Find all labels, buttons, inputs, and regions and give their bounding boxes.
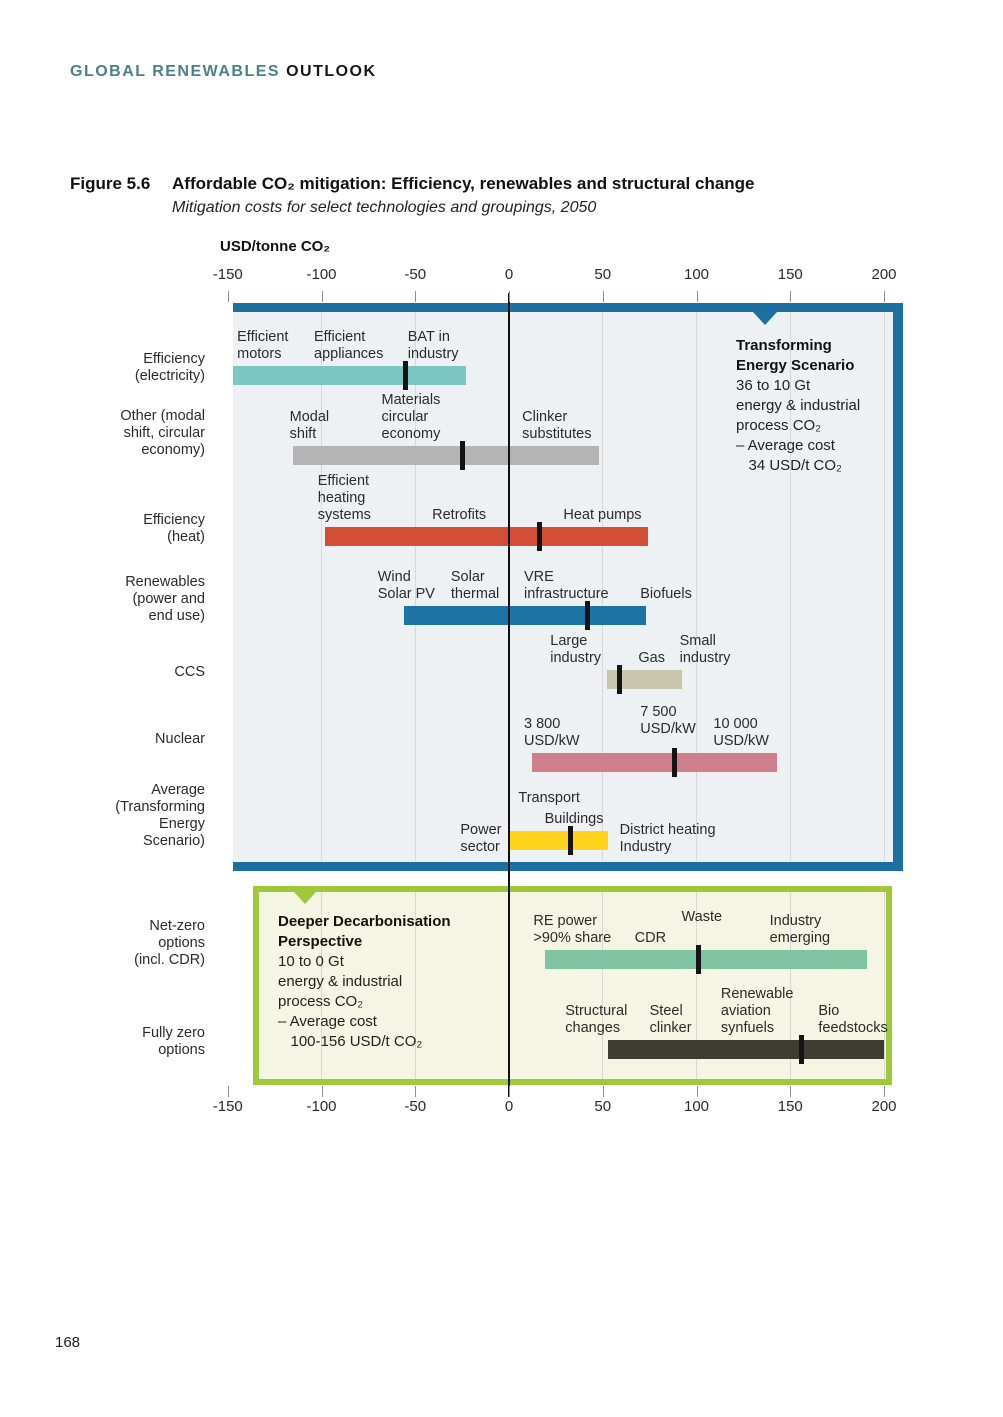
bar-label: Efficient motors xyxy=(237,329,289,362)
row-label: Nuclear xyxy=(155,731,205,747)
axis-tick xyxy=(415,291,416,302)
range-bar xyxy=(404,606,646,625)
range-bar xyxy=(325,527,648,546)
bar-label: Renewable aviation synfuels xyxy=(720,986,794,1036)
axis-tick-label: 200 xyxy=(871,266,897,283)
bar-label: 3 800 USD/kW xyxy=(524,716,580,749)
axis-tick-label: 100 xyxy=(683,1098,710,1115)
axis-tick-label: -150 xyxy=(212,1098,243,1115)
axis-tick xyxy=(415,1086,416,1097)
zero-line xyxy=(508,293,510,1097)
annotation-deeper-decarbonisation-perspective: Deeper Decarbonisation Perspective 10 to 0 Gt energy & industrial process CO₂ – Average cost 100-156 USD/t CO₂ xyxy=(278,913,451,1050)
bar-label: Wind Solar PV xyxy=(377,569,435,602)
bar-label: Steel clinker xyxy=(649,1003,692,1036)
bar-label: Transport xyxy=(518,790,580,806)
bar-label: Power sector xyxy=(460,821,502,855)
axis-tick xyxy=(697,1086,698,1097)
axis-tick xyxy=(509,291,510,302)
bar-label: Retrofits xyxy=(432,507,487,523)
axis-tick xyxy=(322,1086,323,1097)
axis-tick-label: 150 xyxy=(777,266,803,283)
axis-tick xyxy=(603,1086,604,1097)
axis-tick-label: 0 xyxy=(504,1098,514,1115)
gridline xyxy=(696,312,697,861)
bar-label: Materials circular economy xyxy=(381,392,441,442)
bar-label: District heating Industry xyxy=(619,821,716,855)
bar-average-marker xyxy=(537,522,542,551)
bar-label: Modal shift xyxy=(289,409,330,442)
axis-tick xyxy=(228,291,229,302)
bar-label: 7 500 USD/kW xyxy=(640,704,696,737)
annotation-transforming-energy-scenario: Transforming Energy Scenario 36 to 10 Gt energy & industrial process CO₂ – Average cost 34 USD/t CO₂ xyxy=(736,337,861,474)
row-label: CCS xyxy=(174,664,205,680)
axis-unit-label: USD/tonne CO₂ xyxy=(220,238,330,255)
axis-tick xyxy=(884,291,885,302)
figure-title: Affordable CO₂ mitigation: Efficiency, renewables and structural change xyxy=(172,174,755,193)
axis-tick-label: 100 xyxy=(683,266,710,283)
bar-label: RE power >90% share xyxy=(533,913,612,946)
bar-average-marker xyxy=(460,441,465,470)
axis-tick xyxy=(509,1086,510,1097)
range-bar xyxy=(608,1040,884,1059)
bar-label: Industry emerging xyxy=(769,913,831,946)
row-label: Fully zero options xyxy=(142,1025,205,1058)
axis-tick-label: 50 xyxy=(594,266,612,283)
figure-number: Figure 5.6 xyxy=(70,174,151,193)
scenario-pointer-icon xyxy=(753,312,777,325)
bar-label: Clinker substitutes xyxy=(522,409,592,442)
figure-subtitle: Mitigation costs for select technologies and groupings, 2050 xyxy=(172,199,597,216)
axis-tick-label: -100 xyxy=(306,1098,337,1115)
axis-tick xyxy=(603,291,604,302)
axis-tick xyxy=(790,1086,791,1097)
axis-tick-label: 200 xyxy=(871,1098,897,1115)
bar-label: 10 000 USD/kW xyxy=(713,716,769,749)
row-label: Efficiency (electricity) xyxy=(134,351,205,384)
report-header-teal: GLOBAL RENEWABLES xyxy=(70,63,281,80)
bar-label: Solar thermal xyxy=(450,569,500,602)
range-bar xyxy=(545,950,868,969)
gridline xyxy=(321,312,322,861)
axis-tick-label: -50 xyxy=(404,1098,427,1115)
range-bar xyxy=(532,753,778,772)
range-bar xyxy=(293,446,599,465)
bar-label: VRE infrastructure xyxy=(524,569,609,602)
bar-label: Buildings xyxy=(544,811,604,827)
axis-tick xyxy=(228,1086,229,1097)
axis-tick xyxy=(884,1086,885,1097)
bar-average-marker xyxy=(672,748,677,777)
axis-tick-label: -100 xyxy=(306,266,337,283)
bar-label: Structural changes xyxy=(565,1003,628,1036)
bar-label: Small industry xyxy=(679,633,731,666)
row-label: Net-zero options (incl. CDR) xyxy=(134,918,205,968)
bar-average-marker xyxy=(696,945,701,974)
bar-label: Waste xyxy=(681,909,723,925)
axis-tick xyxy=(697,291,698,302)
bar-average-marker xyxy=(617,665,622,694)
axis-tick-label: -50 xyxy=(404,266,427,283)
row-label: Other (modal shift, circular economy) xyxy=(120,408,205,458)
bar-label: Efficient appliances xyxy=(314,329,384,362)
range-bar xyxy=(509,831,608,850)
bar-label: Efficient heating systems xyxy=(317,473,371,523)
bar-label: Gas xyxy=(638,650,665,666)
range-bar xyxy=(233,366,466,385)
bar-label: CDR xyxy=(634,930,667,946)
axis-tick xyxy=(790,291,791,302)
page-number: 168 xyxy=(55,1334,81,1351)
report-header-black: OUTLOOK xyxy=(286,63,377,80)
bar-label: Biofuels xyxy=(640,586,692,602)
axis-tick-label: 0 xyxy=(504,266,514,283)
bar-label: Large industry xyxy=(550,633,602,666)
bar-average-marker xyxy=(585,601,590,630)
bar-label: Heat pumps xyxy=(563,507,642,523)
bar-average-marker xyxy=(799,1035,804,1064)
bar-average-marker xyxy=(403,361,408,390)
axis-tick-label: 150 xyxy=(777,1098,803,1115)
row-label: Average (Transforming Energy Scenario) xyxy=(115,782,205,849)
row-label: Renewables (power and end use) xyxy=(125,574,205,624)
bar-label: BAT in industry xyxy=(407,329,459,362)
axis-tick-label: -150 xyxy=(212,266,243,283)
axis-tick-label: 50 xyxy=(594,1098,612,1115)
axis-tick xyxy=(322,291,323,302)
row-label: Efficiency (heat) xyxy=(143,512,205,545)
bar-label: Bio feedstocks xyxy=(818,1003,888,1036)
perspective-pointer-icon xyxy=(294,892,316,904)
bar-average-marker xyxy=(568,826,573,855)
gridline xyxy=(884,312,885,861)
